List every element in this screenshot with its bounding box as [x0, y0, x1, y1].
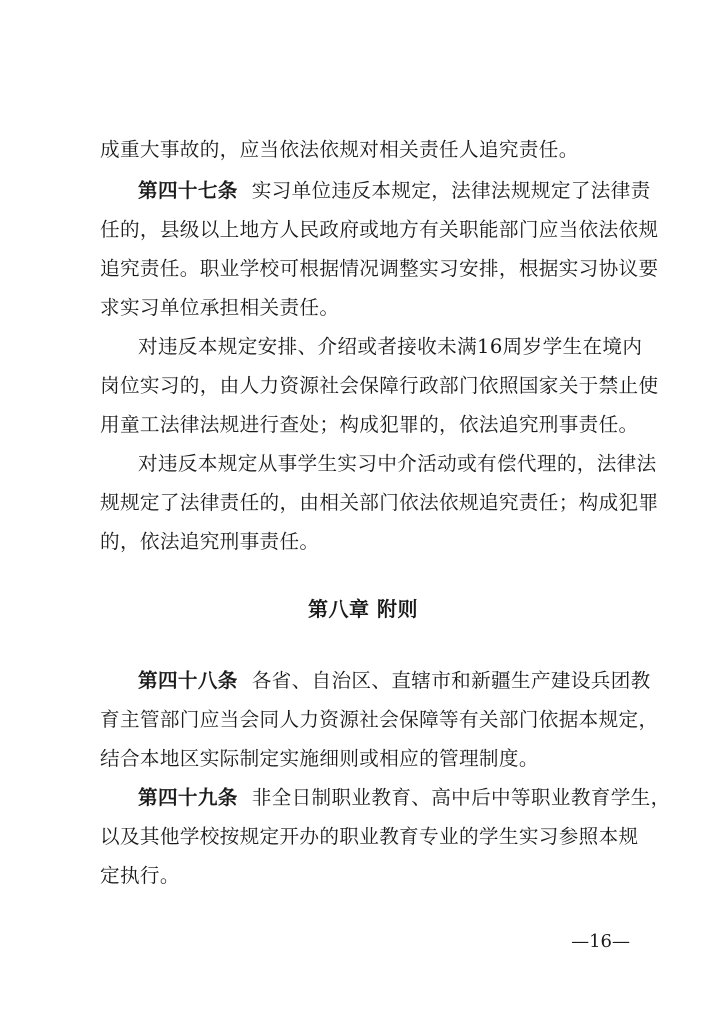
page-number: —16—: [571, 931, 630, 952]
line-text: 实习单位违反本规定，法律法规规定了法律责: [251, 179, 651, 202]
line-text: 以及其他学校按规定开办的职业教育专业的学生实习参照本规: [100, 825, 639, 848]
line-text: 非全日制职业教育、高中后中等职业教育学生，: [251, 786, 671, 809]
text-line: [100, 745, 640, 773]
line-text: 岗位实习的，由人力资源社会保障行政部门依照国家关于禁止使: [100, 374, 659, 397]
article-heading: 第四十八条: [138, 669, 238, 692]
line-text: 规规定了法律责任的，由相关部门依法依规追究责任；构成犯罪: [100, 491, 659, 514]
line-text: 追究责任。职业学校可根据情况调整实习安排，根据实习协议要: [100, 257, 659, 280]
text-line: [100, 862, 640, 890]
article-49-line: [138, 784, 671, 812]
text-line: [100, 255, 659, 283]
article-heading: 第四十七条: [138, 179, 238, 202]
line-text: 任的，县级以上地方人民政府或地方有关职能部门应当依法依规: [100, 218, 659, 241]
article-47-line: [138, 177, 651, 205]
article-48-line: [138, 667, 651, 695]
text-line: [100, 489, 659, 517]
chapter-title: 第八章 附则: [308, 597, 418, 621]
line-text: 育主管部门应当会同人力资源社会保障等有关部门依据本规定，: [100, 708, 659, 731]
line-text: 成重大事故的，应当依法依规对相关责任人追究责任。: [100, 138, 579, 161]
line-text: 各省、自治区、直辖市和新疆生产建设兵团教: [251, 669, 651, 692]
line-text: 求实习单位承担相关责任。: [100, 296, 340, 319]
text-line: [138, 450, 657, 478]
line-text: 对违反本规定安排、介绍或者接收未满16周岁学生在境内: [138, 335, 643, 358]
article-heading: 第四十九条: [138, 786, 238, 809]
line-text: 用童工法律法规进行查处；构成犯罪的，依法追究刑事责任。: [100, 413, 639, 436]
line-text: 的，依法追究刑事责任。: [100, 530, 320, 553]
text-line: [100, 294, 640, 322]
text-line: [100, 136, 640, 164]
text-line: [100, 411, 640, 439]
text-line: [100, 372, 659, 400]
line-text: 对违反本规定从事学生实习中介活动或有偿代理的，法律法: [138, 452, 657, 475]
text-line: [100, 528, 640, 556]
text-line: [100, 216, 659, 244]
line-text: 定执行。: [100, 864, 180, 887]
text-line: [100, 706, 659, 734]
text-line: [100, 823, 640, 851]
line-text: 结合本地区实际制定实施细则或相应的管理制度。: [100, 747, 539, 770]
text-line: [138, 333, 643, 361]
